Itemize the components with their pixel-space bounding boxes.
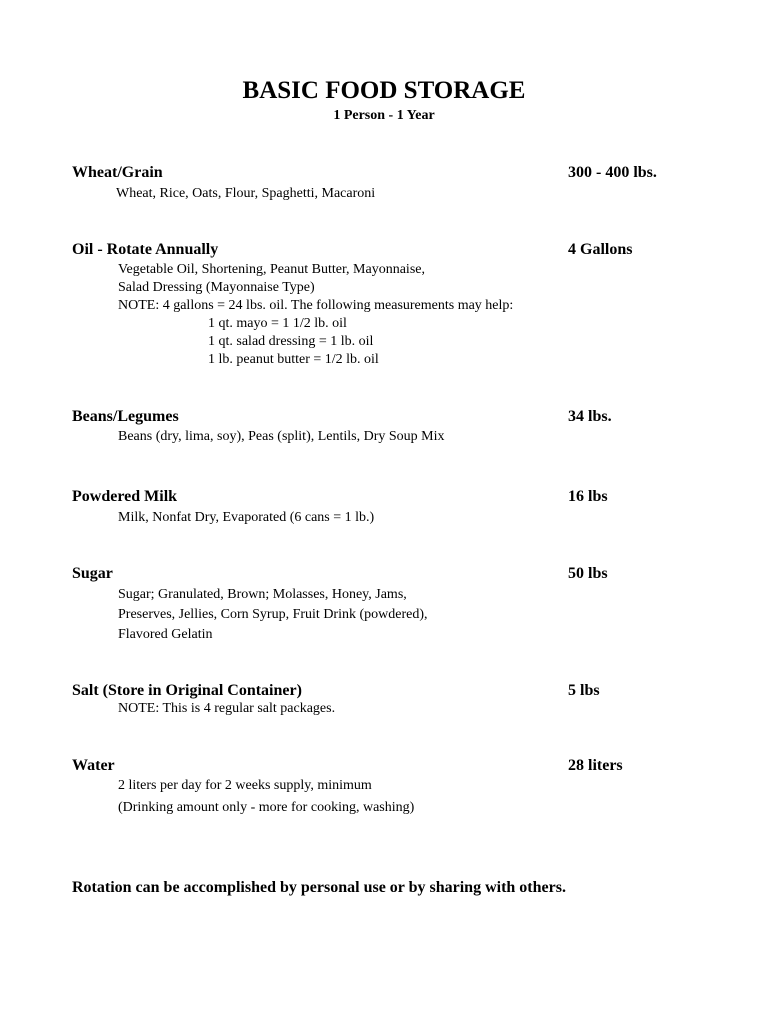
category-wheat-grain: Wheat/Grain: [72, 164, 163, 181]
amount-water: 28 liters: [568, 757, 623, 774]
amount-beans-legumes: 34 lbs.: [568, 408, 612, 425]
category-powdered-milk: Powdered Milk: [72, 488, 178, 505]
category-salt: Salt (Store in Original Container): [72, 682, 302, 699]
amount-sugar: 50 lbs: [568, 565, 608, 582]
measurement-line: 1 qt. mayo = 1 1/2 lb. oil: [208, 316, 347, 331]
detail-line: Sugar; Granulated, Brown; Molasses, Honey, Jams,: [118, 587, 407, 602]
amount-wheat-grain: 300 - 400 lbs.: [568, 164, 657, 181]
detail-line: 2 liters per day for 2 weeks supply, minimum: [118, 778, 372, 793]
detail-line: (Drinking amount only - more for cooking, washing): [118, 800, 415, 815]
amount-oil: 4 Gallons: [568, 241, 633, 258]
detail-line: Wheat, Rice, Oats, Flour, Spaghetti, Macaroni: [116, 186, 376, 201]
detail-line: Milk, Nonfat Dry, Evaporated (6 cans = 1 lb.): [118, 510, 375, 525]
detail-line: Salad Dressing (Mayonnaise Type): [118, 280, 315, 295]
detail-line: Vegetable Oil, Shortening, Peanut Butter, Mayonnaise,: [118, 262, 425, 277]
detail-line: NOTE: This is 4 regular salt packages.: [118, 701, 336, 716]
detail-line: Beans (dry, lima, soy), Peas (split), Lentils, Dry Soup Mix: [118, 429, 445, 444]
detail-line: Preserves, Jellies, Corn Syrup, Fruit Drink (powdered),: [118, 607, 428, 622]
rotation-note: Rotation can be accomplished by personal use or by sharing with others.: [72, 879, 566, 896]
page-title: BASIC FOOD STORAGE: [242, 77, 526, 104]
category-sugar: Sugar: [72, 565, 113, 582]
page-subtitle: 1 Person - 1 Year: [333, 108, 435, 123]
amount-powdered-milk: 16 lbs: [568, 488, 608, 505]
detail-line: Flavored Gelatin: [118, 627, 213, 642]
measurement-line: 1 lb. peanut butter = 1/2 lb. oil: [208, 352, 379, 367]
detail-line: NOTE: 4 gallons = 24 lbs. oil. The following measurements may help:: [118, 298, 514, 313]
amount-salt: 5 lbs: [568, 682, 600, 699]
category-water: Water: [72, 757, 115, 774]
category-oil: Oil - Rotate Annually: [72, 241, 219, 258]
measurement-line: 1 qt. salad dressing = 1 lb. oil: [208, 334, 374, 349]
category-beans-legumes: Beans/Legumes: [72, 408, 179, 425]
